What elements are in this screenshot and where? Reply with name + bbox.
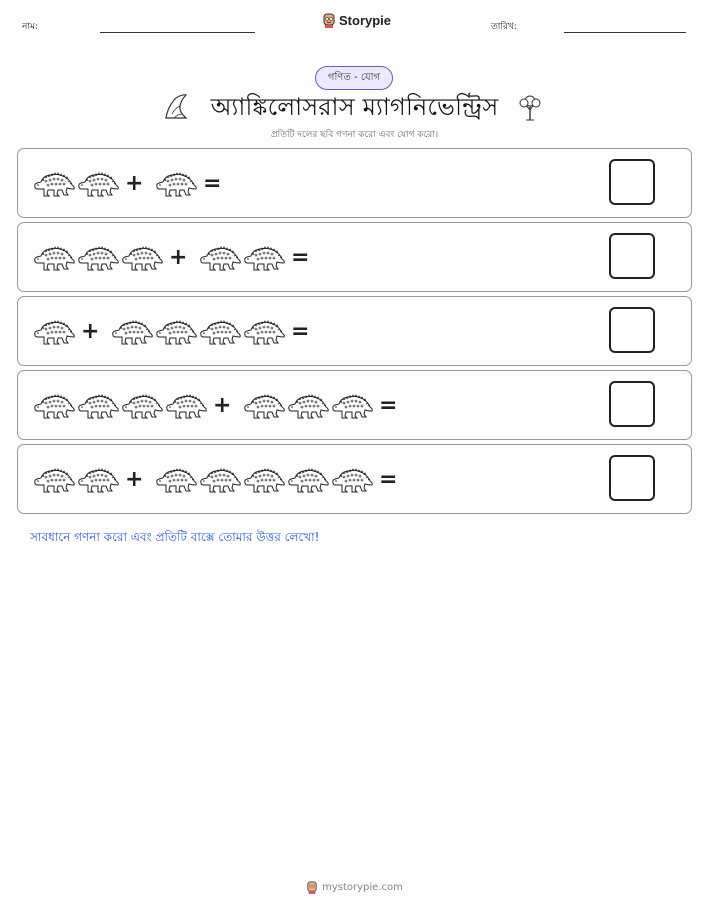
ankylosaurus-icon — [120, 242, 164, 274]
left-dino-group — [32, 445, 120, 515]
ankylosaurus-icon — [198, 464, 242, 496]
ankylosaurus-icon — [286, 390, 330, 422]
brand-name: Storypie — [339, 12, 392, 28]
ankylosaurus-icon — [32, 168, 76, 200]
right-dino-group — [154, 149, 198, 219]
date-label: তারিখ: — [491, 22, 517, 32]
problem-row — [17, 222, 692, 292]
plus-sign: + — [213, 393, 232, 418]
site-footer — [0, 880, 709, 894]
brand-logo — [322, 12, 391, 28]
storypie-mascot-icon — [306, 880, 318, 894]
worksheet-header — [0, 0, 709, 40]
instructions-subtitle: প্রতিটি দলের ছবি গণনা করো এবং যোগ করো। — [270, 130, 439, 140]
problem-row — [17, 370, 692, 440]
equals-sign: = — [291, 319, 310, 344]
date-line[interactable] — [564, 32, 686, 33]
equals-sign: = — [379, 393, 398, 418]
name-label: নাম: — [22, 22, 39, 32]
ankylosaurus-icon — [32, 316, 76, 348]
right-dino-group — [110, 297, 286, 367]
problem-row — [17, 296, 692, 366]
left-dino-group — [32, 149, 120, 219]
ankylosaurus-icon — [110, 316, 154, 348]
site-url[interactable]: mystorypie.com — [322, 881, 403, 893]
ankylosaurus-icon — [198, 242, 242, 274]
bottom-instruction: সাবধানে গণনা করো এবং প্রতিটি বাক্সে তোমার উত্তর লেখো! — [30, 530, 320, 544]
ankylosaurus-icon — [242, 316, 286, 348]
right-dino-group — [198, 223, 286, 293]
ankylosaurus-icon — [154, 168, 198, 200]
plus-sign: + — [81, 319, 100, 344]
ankylosaurus-icon — [164, 390, 208, 422]
ankylosaurus-icon — [154, 464, 198, 496]
subject-badge: গণিত - যোগ — [315, 66, 393, 90]
ankylosaurus-icon — [242, 390, 286, 422]
ankylosaurus-icon — [32, 464, 76, 496]
left-dino-group — [32, 223, 164, 293]
problem-row — [17, 444, 692, 514]
answer-box[interactable] — [609, 307, 655, 353]
answer-box[interactable] — [609, 455, 655, 501]
ankylosaurus-icon — [120, 390, 164, 422]
left-dino-group — [32, 371, 208, 441]
name-line[interactable] — [100, 32, 255, 33]
ankylosaurus-icon — [76, 464, 120, 496]
equals-sign: = — [203, 171, 222, 196]
right-dino-group — [242, 371, 374, 441]
ankylosaurus-icon — [32, 242, 76, 274]
ankylosaurus-icon — [154, 316, 198, 348]
ankylosaurus-icon — [286, 464, 330, 496]
ankylosaurus-icon — [76, 242, 120, 274]
worksheet-title: অ্যাঙ্কিলোসরাস ম্যাগনিভেন্ট্রিস — [210, 93, 499, 121]
ankylosaurus-icon — [330, 464, 374, 496]
equals-sign: = — [379, 467, 398, 492]
answer-box[interactable] — [609, 159, 655, 205]
plus-sign: + — [125, 171, 144, 196]
ankylosaurus-icon — [330, 390, 374, 422]
right-dino-group — [154, 445, 374, 515]
tree-icon — [517, 92, 543, 122]
ankylosaurus-icon — [32, 390, 76, 422]
ankylosaurus-icon — [76, 390, 120, 422]
storypie-mascot-icon — [322, 12, 336, 28]
equals-sign: = — [291, 245, 310, 270]
left-dino-group — [32, 297, 76, 367]
ankylosaurus-icon — [76, 168, 120, 200]
ankylosaurus-icon — [198, 316, 242, 348]
ankylosaurus-icon — [242, 242, 286, 274]
answer-box[interactable] — [609, 233, 655, 279]
plus-sign: + — [125, 467, 144, 492]
ankylosaurus-icon — [242, 464, 286, 496]
plus-sign: + — [169, 245, 188, 270]
problem-row — [17, 148, 692, 218]
answer-box[interactable] — [609, 381, 655, 427]
